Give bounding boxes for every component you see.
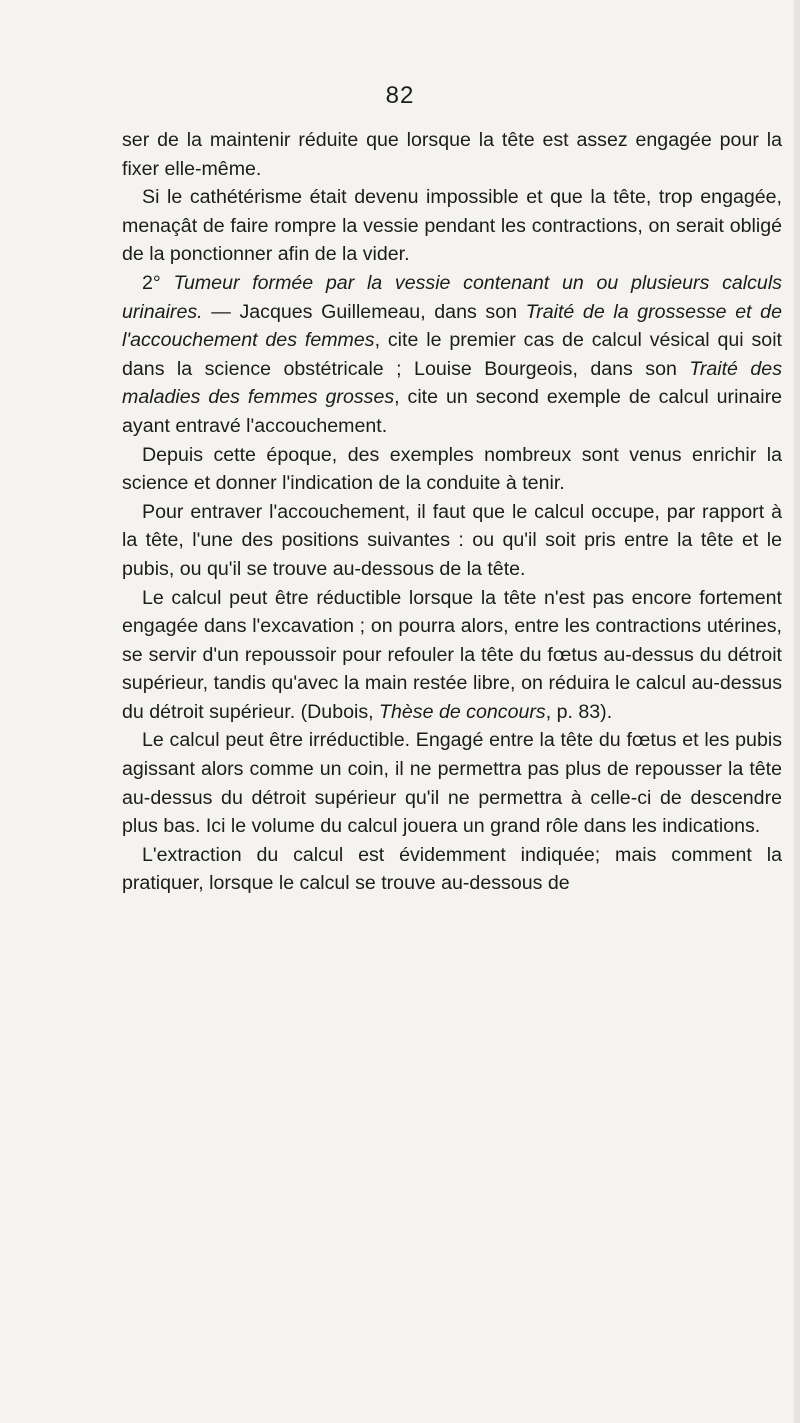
paragraph-reductible [122,584,782,727]
body-text [122,126,782,898]
page-number: 82 [385,82,415,109]
text-run: — Jacques Guillemeau, dans son [202,300,526,323]
text-run: , cite le premier cas de calcul vésical qui soit dans la science obstétricale ; Louise Bourgeois, dans son [122,329,782,380]
paragraph-extraction: L'extraction du calcul est évidemment indiquée; mais comment la pratiquer, lorsque le calcul se trouve au-dessous de [122,843,782,895]
paragraph-depuis: Depuis cette époque, des exemples nombreux sont venus enrichir la science et donner l'indication de la conduite à tenir. [122,443,782,495]
paragraph-irreductible: Le calcul peut être irréductible. Engagé entre la tête du fœtus et les pubis agissant alors comme un coin, il ne permettra pas plus de repousser la tête au-dessus du détroit supérieur qu'il ne permettra à celle-ci de descendre plus bas. Ici le volume du calcul jouera un grand rôle dans les indications. [122,729,782,838]
text-run: Le calcul peut être réductible lorsque la tête n'est pas encore fortement engagée dans l'excavation ; on pourra alors, entre les contractions utérines, se servir d'un repoussoir pour refouler la tête du fœtus au-dessus du détroit supérieur, tandis qu'avec la main restée libre, on réduira le calcul au-dessus du détroit supérieur. (Dubois, [122,586,782,723]
text-run: , p. 83). [545,700,613,723]
section-number: 2° [142,271,174,294]
section-heading: Tumeur formée par la vessie contenant un ou plusieurs calculs urinaires. [122,271,782,323]
paragraph-entraver: Pour entraver l'accouchement, il faut que le calcul occupe, par rapport à la tête, l'une des positions suivantes : ou qu'il soit pris entre la tête et le pubis, ou qu'il se trouve au-dessous de la tête. [122,500,782,580]
paragraph-continuation: ser de la maintenir réduite que lorsque la tête est assez engagée pour la fixer elle-même. [122,129,782,180]
text-run: , cite un second exemple de calcul urinaire ayant entravé l'accouchement. [122,386,782,437]
page-edge [794,0,800,1423]
book-reference: Thèse de concours [379,700,546,723]
book-reference: Traité de la grossesse et de l'accouchement des femmes [122,300,782,352]
paragraph-tumeur-calculs [122,269,782,441]
book-reference: Traité des maladies des femmes grosses [122,357,782,409]
paragraph-catheterism: Si le cathétérisme était devenu impossible et que la tête, trop engagée, menaçât de faire rompre la vessie pendant les contractions, on serait obligé de la ponctionner afin de la vider. [122,186,782,266]
